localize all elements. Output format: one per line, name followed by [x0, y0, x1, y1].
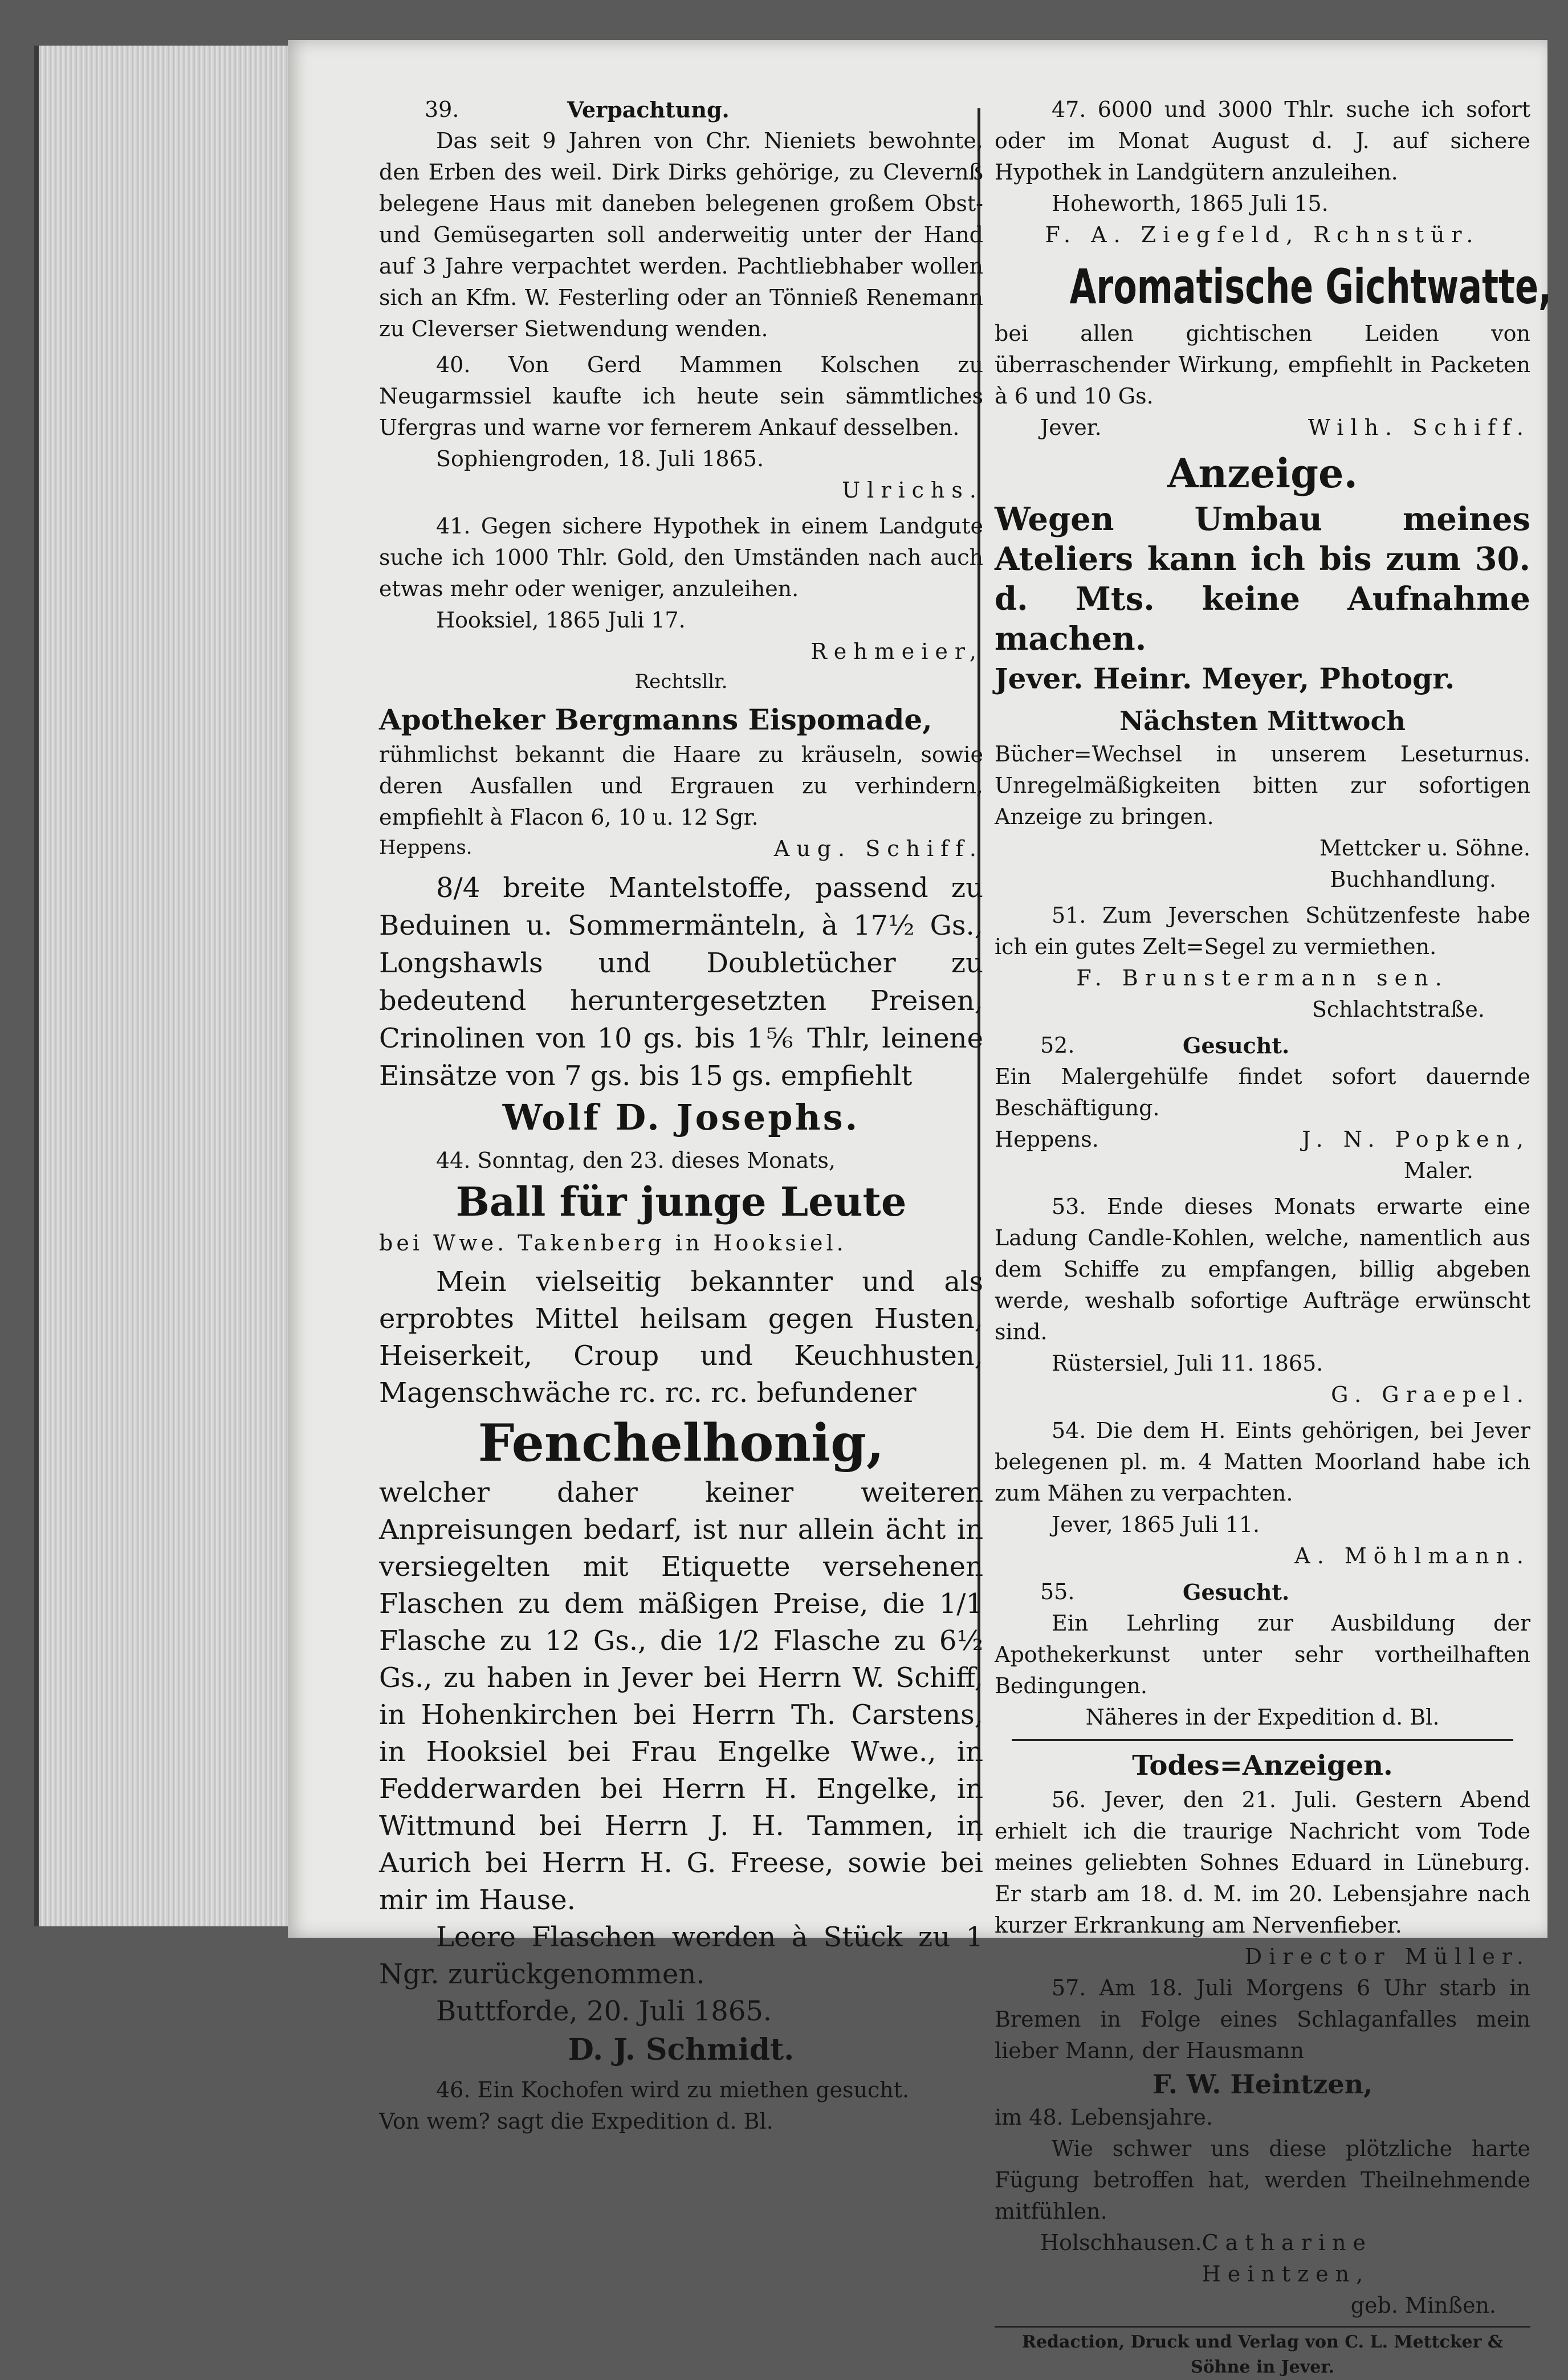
ad-41-title: Rechtsllr.: [634, 670, 728, 693]
ad-46: [379, 2075, 983, 2137]
ad-fenchelhonig-text: welcher daher keiner weiteren Anpreisungen bedarf, ist nur allein ächt in versiegelten mit Etiquette versehenen Flaschen zu dem mäßigen Preise, die 1/1 Flasche zu 12 Gs., die 1/2 Flasche zu 6½ Gs., zu haben in Jever bei Herrn W. Schiff, in Hohenkirchen bei Herrn Th. Carstens, in Hooksiel bei Frau Engelke Wwe., in Fedderwarden bei Herrn H. Engelke, in Wittmund bei Herrn J. H. Tammen, in Aurich bei Herrn H. G. Freese, sowie bei mir im Hause.: [379, 1477, 983, 1916]
ad-55: [995, 1576, 1530, 1733]
ad-fenchelhonig-signature: D. J. Schmidt.: [568, 2032, 795, 2067]
ad-anzeige-text: Wegen Umbau meines Ateliers kann ich bis zum 30. d. Mts. keine Aufnahme machen.: [995, 500, 1530, 658]
death-notice-57-name: F. W. Heintzen,: [1152, 2069, 1373, 2100]
death-notice-57-text: Wie schwer uns diese plötzliche harte Fügung betroffen hat, werden Theilnehmende mitfühlen.: [995, 2136, 1530, 2224]
ad-gichtwatte: [995, 255, 1551, 443]
ad-44: [379, 1145, 983, 1259]
ad-41: [379, 511, 983, 696]
ad-54-place: Jever, 1865 Juli 11.: [1052, 1512, 1260, 1537]
ad-anzeige-signature: Jever. Heinr. Meyer, Photogr.: [995, 662, 1455, 695]
ad-apotheker-heading: Apotheker Bergmanns Eispomade,: [379, 703, 932, 736]
ad-40-signature: Ulrichs.: [842, 478, 983, 503]
ad-mantelstoffe-signature: Wolf D. Josephs.: [502, 1097, 860, 1138]
ad-mittwoch-text: Bücher=Wechsel in unserem Leseturnus. Unregelmäßigkeiten bitten zur sofortigen Anzeige zu bringen.: [995, 741, 1530, 829]
ad-55-heading: Gesucht.: [1183, 1579, 1290, 1605]
ad-gichtwatte-text: bei allen gichtischen Leiden von überraschender Wirkung, empfiehlt in Packeten à 6 und 10 Gs.: [995, 321, 1530, 409]
ad-54-text: 54. Die dem H. Eints gehörigen, bei Jever belegenen pl. m. 4 Matten Moorland habe ich zum Mähen zu verpachten.: [995, 1418, 1530, 1506]
ad-mittwoch: [995, 703, 1530, 895]
ad-fenchelhonig: [379, 1264, 983, 2070]
ad-apotheker-place: Heppens.: [379, 836, 473, 859]
death-notice-56-signature: Director Müller.: [1244, 1944, 1530, 1969]
ad-46-line1: 46. Ein Kochofen wird zu miethen gesucht.: [436, 2077, 910, 2102]
ad-47-text: 47. 6000 und 3000 Thlr. suche ich sofort oder im Monat August d. J. auf sichere Hypothek in Landgütern anzuleihen.: [995, 97, 1530, 185]
ad-53-signature: G. Graepel.: [1331, 1382, 1530, 1407]
death-notice-57: 57. Am 18. Juli Morgens 6 Uhr starb in Bremen in Folge eines Schlaganfalles mein lieber Mann, der Hausmann: [995, 1975, 1530, 2063]
imprint-footer: Redaction, Druck und Verlag von C. L. Mettcker & Söhne in Jever.: [995, 2326, 1530, 2380]
ad-52-signature-2: Maler.: [1403, 1158, 1473, 1183]
ad-53: [995, 1191, 1530, 1411]
ad-gichtwatte-place: Jever.: [1040, 415, 1102, 440]
ad-52-heading: Gesucht.: [1183, 1033, 1290, 1058]
death-notice-57-age: im 48. Lebensjahre.: [995, 2105, 1213, 2130]
ad-41-text: 41. Gegen sichere Hypothek in einem Landgute suche ich 1000 Thlr. Gold, den Umständen nach auch etwas mehr oder weniger, anzuleihen.: [379, 514, 983, 601]
ad-51: [995, 900, 1530, 1025]
book-page-edges: [34, 46, 295, 1926]
ad-47-signature: F. A. Ziegfeld, Rchnstür.: [1045, 222, 1480, 247]
ad-anzeige: [995, 448, 1530, 699]
death-notice-56: 56. Jever, den 21. Juli. Gestern Abend erhielt ich die traurige Nachricht vom Tode meines geliebten Sohnes Eduard in Lüneburg. Er starb am 18. d. M. im 20. Lebensjahre nach kurzer Erkrankung am Nervenfieber.: [995, 1787, 1530, 1938]
ad-fenchelhonig-place: Buttforde, 20. Juli 1865.: [436, 1995, 772, 2027]
ad-51-signature: F. Brunstermann sen.: [1076, 965, 1449, 991]
newspaper-page: [288, 40, 1551, 2377]
ad-fenchelhonig-heading: Fenchelhonig,: [478, 1413, 885, 1473]
ad-39: [379, 94, 983, 345]
ad-52: [995, 1030, 1530, 1187]
death-notices-heading: Todes=Anzeigen.: [1132, 1750, 1393, 1782]
ad-mittwoch-signature: Mettcker u. Söhne.: [1319, 836, 1530, 861]
ad-47: [995, 94, 1530, 251]
section-rule: [1012, 1739, 1513, 1741]
ad-51-text: 51. Zum Jeverschen Schützenfeste habe ich ein gutes Zelt=Segel zu vermiethen.: [995, 903, 1530, 959]
ad-53-text: 53. Ende dieses Monats erwarte eine Ladung Candle-Kohlen, welche, namentlich aus dem Schiffe zu empfangen, billig abgeben werde, weshalb sofortige Aufträge erwünscht sind.: [995, 1194, 1530, 1344]
ad-54: [995, 1415, 1530, 1572]
ad-54-signature: A. Möhlmann.: [1294, 1543, 1530, 1568]
ad-52-number: 52.: [1040, 1033, 1075, 1058]
ad-40-place: Sophiengroden, 18. Juli 1865.: [436, 446, 764, 471]
ad-55-more: Näheres in der Expedition d. Bl.: [1085, 1705, 1440, 1730]
death-notice-57-signature: Catharine Heintzen,: [1202, 2230, 1372, 2287]
ad-41-signature: Rehmeier,: [811, 639, 983, 664]
death-notice-57-place: Holschhausen.: [1040, 2230, 1202, 2255]
ad-55-number: 55.: [1040, 1579, 1075, 1604]
ad-gichtwatte-signature: Wilh. Schiff.: [1308, 415, 1530, 440]
ad-41-place: Hooksiel, 1865 Juli 17.: [436, 608, 686, 633]
ad-apotheker: [379, 700, 983, 865]
ad-mittwoch-signature-2: Buchhandlung.: [1330, 867, 1496, 892]
ad-53-place: Rüstersiel, Juli 11. 1865.: [1052, 1351, 1323, 1376]
ad-46-line2: Von wem? sagt die Expedition d. Bl.: [379, 2109, 773, 2134]
ad-mantelstoffe-text: 8/4 breite Mantelstoffe, passend zu Beduinen u. Sommermänteln, à 17½ Gs., Longshawls und Doubletücher zu bedeutend heruntergesetzten Preisen, Crinolinen von 10 gs. bis 1⅚ Thlr, leinene Einsätze von 7 gs. bis 15 gs. empfiehlt: [379, 872, 983, 1092]
ad-40-text: 40. Von Gerd Mammen Kolschen zu Neugarmssiel kaufte ich heute sein sämmtliches Ufergras und warne vor fernerem Ankauf desselben.: [379, 352, 983, 440]
ad-fenchelhonig-empty-bottles: Leere Flaschen werden à Stück zu 1 Ngr. zurückgenommen.: [379, 1921, 983, 1990]
ad-39-number: 39.: [425, 97, 459, 122]
ad-55-text: Ein Lehrling zur Ausbildung der Apothekerkunst unter sehr vortheilhaften Bedingungen.: [995, 1611, 1530, 1698]
ad-39-text: Das seit 9 Jahren von Chr. Nieniets bewohnte, den Erben des weil. Dirk Dirks gehörige, zu Clevernß belegene Haus mit daneben belegenen großem Obst- und Gemüsegarten soll anderweitig unter der Hand auf 3 Jahre verpachtet werden. Pachtliebhaber wollen sich an Kfm. W. Festerling oder an Tönnieß Renemann zu Cleverser Sietwendung wenden.: [379, 128, 983, 341]
ad-51-signature-2: Schlachtstraße.: [1312, 997, 1485, 1022]
ad-mantelstoffe: [379, 869, 983, 1140]
ad-apotheker-text: rühmlichst bekannt die Haare zu kräuseln, sowie deren Ausfallen und Ergrauen zu verhindern, empfiehlt à Flacon 6, 10 u. 12 Sgr.: [379, 742, 983, 830]
death-notice-57-signature-2: geb. Minßen.: [1350, 2293, 1496, 2318]
ad-39-heading: Verpachtung.: [567, 97, 730, 123]
ad-44-line: 44. Sonntag, den 23. dieses Monats,: [436, 1148, 836, 1173]
ad-gichtwatte-heading: Aromatische Gichtwatte,: [1069, 259, 1551, 315]
ad-52-place: Heppens.: [995, 1127, 1099, 1152]
ad-44-heading: Ball für junge Leute: [455, 1178, 907, 1225]
ad-47-place: Hoheworth, 1865 Juli 15.: [1052, 191, 1329, 216]
ad-mittwoch-heading: Nächsten Mittwoch: [1119, 706, 1406, 736]
right-column: [995, 94, 1551, 2380]
ad-anzeige-heading: Anzeige.: [1167, 450, 1358, 497]
ad-apotheker-signature: Aug. Schiff.: [773, 836, 983, 861]
left-column: [379, 94, 983, 2142]
ad-52-signature: J. N. Popken,: [1302, 1127, 1530, 1152]
ad-52-text: Ein Malergehülfe findet sofort dauernde Beschäftigung.: [995, 1064, 1530, 1120]
ad-fenchelhonig-intro: Mein vielseitig bekannter und als erprobtes Mittel heilsam gegen Husten, Heiserkeit, Croup und Keuchhusten, Magenschwäche rc. rc. rc. befundener: [379, 1266, 983, 1409]
ad-40: [379, 349, 983, 506]
ad-44-by: bei Wwe. Takenberg in Hooksiel.: [379, 1230, 847, 1256]
death-notices: [995, 1747, 1530, 2321]
